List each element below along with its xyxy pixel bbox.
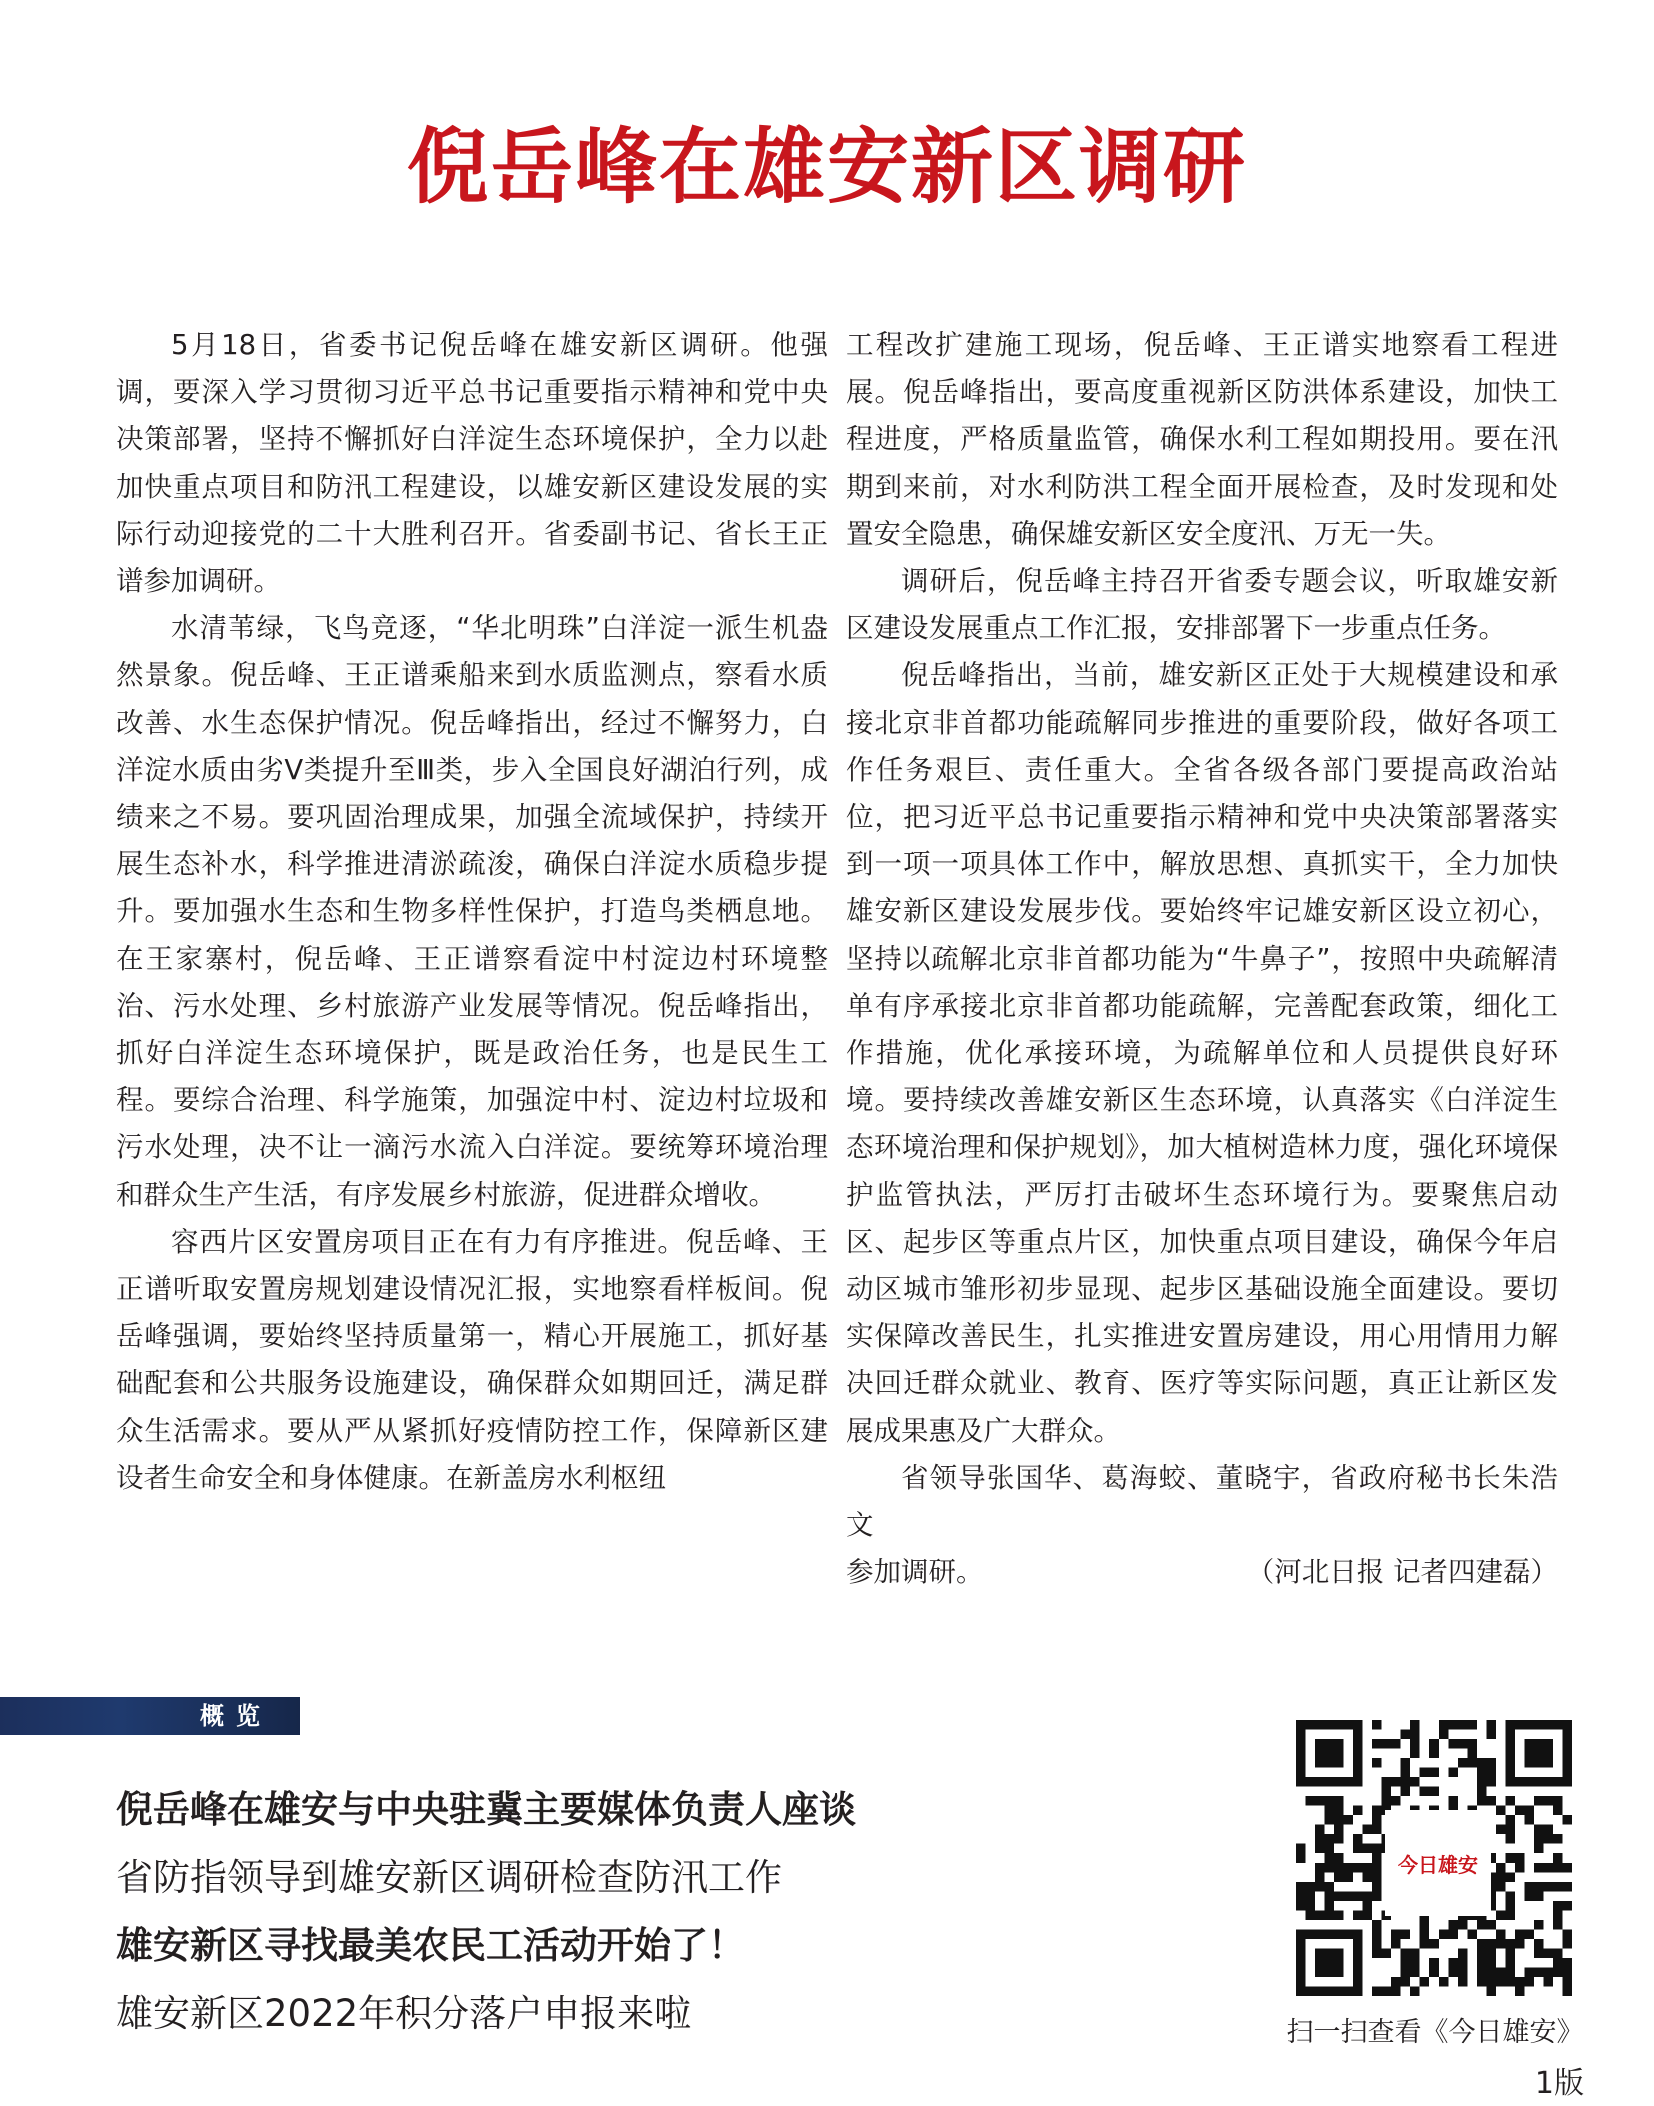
overview-label: 概览 bbox=[200, 1702, 272, 1730]
qr-logo-text: 今日雄安 bbox=[1398, 1852, 1478, 1877]
article-paragraph-continued: 工程改扩建施工现场，倪岳峰、王正谱实地察看工程进展。倪岳峰指出，要高度重视新区防洪体系建设，加快工程进度，严格质量监管，确保水利工程如期投用。要在汛期到来前，对水利防洪工程全面开展检查，及时发现和处置安全隐患，确保雄安新区安全度汛、万无一失。 bbox=[846, 329, 1558, 550]
qr-caption: 扫一扫查看《今日雄安》 bbox=[1286, 2017, 1584, 2048]
overview-link[interactable]: 雄安新区2022年积分落户申报来啦 bbox=[116, 1992, 692, 2035]
qr-logo bbox=[1385, 1810, 1491, 1916]
article-paragraph: 5月18日，省委书记倪岳峰在雄安新区调研。他强调，要深入学习贯彻习近平总书记重要指示精神和党中央决策部署，坚持不懈抓好白洋淀生态环境保护，全力以赴加快重点项目和防汛工程建设，以雄安新区建设发展的实际行动迎接党的二十大胜利召开。省委副书记、省长王正谱参加调研。 bbox=[116, 329, 828, 598]
closing-line-end: 参加调研。 bbox=[846, 1556, 984, 1589]
byline: （河北日报 记者四建磊） bbox=[1246, 1556, 1558, 1589]
article-paragraph: 倪岳峰指出，当前，雄安新区正处于大规模建设和承接北京非首都功能疏解同步推进的重要阶段，做好各项工作任务艰巨、责任重大。全省各级各部门要提高政治站位，把习近平总书记重要指示精神和党中央决策部署落实到一项一项具体工作中，解放思想、真抓实干，全力加快雄安新区建设发展步伐。要始终牢记雄安新区设立初心，坚持以疏解北京非首都功能为“牛鼻子”，按照中央疏解清单有序承接北京非首都功能疏解，完善配套政策，细化工作措施，优化承接环境，为疏解单位和人员提供良好环境。要持续改善雄安新区生态环境，认真落实《白洋淀生态环境治理和保护规划》，加大植树造林力度，强化环境保护监管执法，严厉打击破坏生态环境行为。要聚焦启动区、起步区等重点片区，加快重点项目建设，确保今年启动区城市雏形初步显现、起步区基础设施全面建设。要切实保障改善民生，扎实推进安置房建设，用心用情用力解决回迁群众就业、教育、医疗等实际问题，真正让新区发展成果惠及广大群众。 bbox=[846, 659, 1558, 1447]
headline: 倪岳峰在雄安新区调研 bbox=[406, 119, 1247, 215]
overview-link[interactable]: 省防指领导到雄安新区调研检查防汛工作 bbox=[116, 1856, 782, 1899]
closing-line: 省领导张国华、葛海蛟、董晓宇，省政府秘书长朱浩文 bbox=[846, 1461, 1558, 1542]
article-right-column bbox=[846, 322, 1558, 1596]
article-paragraph: 水清苇绿，飞鸟竞逐，“华北明珠”白洋淀一派生机盎然景象。倪岳峰、王正谱乘船来到水质监测点，察看水质改善、水生态保护情况。倪岳峰指出，经过不懈努力，白洋淀水质由劣Ⅴ类提升至Ⅲ类，步入全国良好湖泊行列，成绩来之不易。要巩固治理成果，加强全流域保护，持续开展生态补水，科学推进清淤疏浚，确保白洋淀水质稳步提升。要加强水生态和生物多样性保护，打造鸟类栖息地。在王家寨村，倪岳峰、王正谱察看淀中村淀边村环境整治、污水处理、乡村旅游产业发展等情况。倪岳峰指出，抓好白洋淀生态环境保护，既是政治任务，也是民生工程。要综合治理、科学施策，加强淀中村、淀边村垃圾和污水处理，决不让一滴污水流入白洋淀。要统筹环境治理和群众生产生活，有序发展乡村旅游，促进群众增收。 bbox=[116, 612, 828, 1211]
closing-row bbox=[846, 1549, 1558, 1596]
page-number: 1版 bbox=[1534, 2066, 1584, 2101]
overview-list bbox=[116, 1776, 1196, 2048]
article-paragraph: 容西片区安置房项目正在有力有序推进。倪岳峰、王正谱听取安置房规划建设情况汇报，实地察看样板间。倪岳峰强调，要始终坚持质量第一，精心开展施工，抓好基础配套和公共服务设施建设，确保群众如期回迁，满足群众生活需求。要从严从紧抓好疫情防控工作，保障新区建设者生命安全和身体健康。在新盖房水利枢纽 bbox=[116, 1225, 828, 1494]
overview-link[interactable]: 雄安新区寻找最美农民工活动开始了！ bbox=[116, 1924, 745, 1967]
article-paragraph: 调研后，倪岳峰主持召开省委专题会议，听取雄安新区建设发展重点工作汇报，安排部署下一步重点任务。 bbox=[846, 565, 1558, 645]
overview-link[interactable]: 倪岳峰在雄安与中央驻冀主要媒体负责人座谈 bbox=[116, 1788, 856, 1831]
article-left-column bbox=[116, 322, 828, 1502]
